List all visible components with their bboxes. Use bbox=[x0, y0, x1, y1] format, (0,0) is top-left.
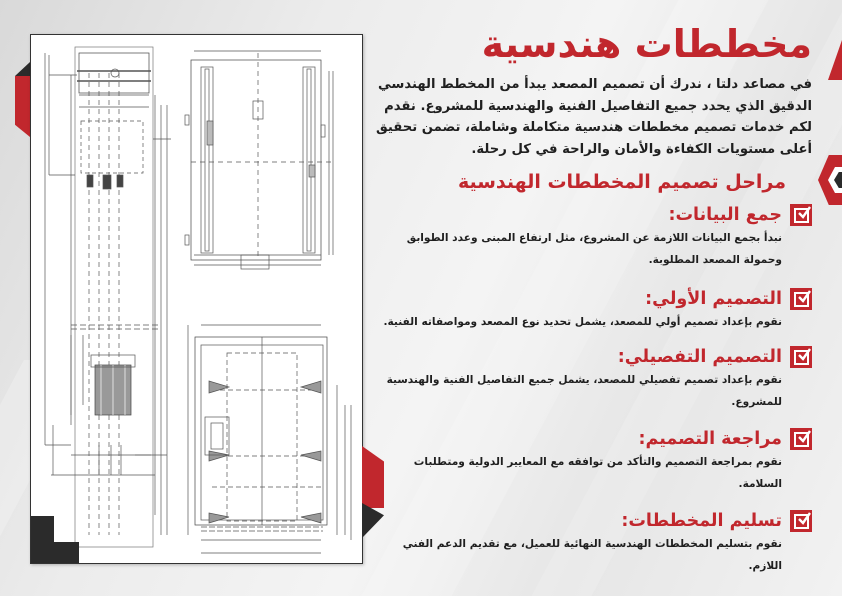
step-title: مراجعة التصميم: bbox=[638, 429, 782, 449]
phases-heading: مراحل تصميم المخططات الهندسية bbox=[457, 171, 786, 193]
step-data-collection bbox=[372, 203, 812, 271]
elevator-technical-drawing bbox=[30, 34, 363, 564]
checkbox-checked-icon bbox=[790, 346, 812, 368]
step-description: نقوم بإعداد تصميم أولي للمصعد، يشمل تحديد نوع المصعد ومواصفاته الفنية. bbox=[383, 316, 782, 328]
step-title: جمع البيانات: bbox=[668, 205, 782, 225]
content-panel bbox=[372, 20, 812, 577]
step-title: التصميم الأولي: bbox=[645, 289, 782, 309]
step-description: نقوم بإعداد تصميم تفصيلي للمصعد، يشمل جميع التفاصيل الفنية والهندسية للمشروع. bbox=[386, 374, 782, 408]
checkbox-checked-icon bbox=[790, 204, 812, 226]
step-description: نبدأ بجمع البيانات اللازمة عن المشروع، مثل ارتفاع المبنى وعدد الطوابق وحمولة المصعد المطلوبة. bbox=[406, 232, 782, 266]
decorative-red-corner bbox=[828, 40, 842, 80]
cad-drawing-lines bbox=[31, 35, 363, 564]
step-design-review bbox=[372, 427, 812, 495]
step-plans-delivery bbox=[372, 509, 812, 577]
checkbox-checked-icon bbox=[790, 510, 812, 532]
intro-paragraph: في مصاعد دلتا ، ندرك أن تصميم المصعد يبدأ من المخطط الهندسي الدقيق الذي يحدد جميع التفاصيل الفنية والهندسية للمشروع. نقدم لكم خدمات تصميم مخططات هندسية متكاملة وشاملة، تضمن تحقيق أعلى مستويات الكفاءة والأمان والراحة في كل رحلة. bbox=[375, 77, 812, 157]
step-preliminary-design bbox=[372, 287, 812, 333]
step-description: نقوم بتسليم المخططات الهندسية النهائية للعميل، مع تقديم الدعم الفني اللازم. bbox=[402, 538, 782, 572]
step-detailed-design bbox=[372, 345, 812, 413]
page-title: مخططات هندسية bbox=[481, 22, 812, 66]
decorative-red-block-left bbox=[15, 62, 30, 137]
step-description: نقوم بمراجعة التصميم والتأكد من توافقه مع المعايير الدولية ومتطلبات السلامة. bbox=[413, 456, 782, 490]
checkbox-checked-icon bbox=[790, 428, 812, 450]
step-title: التصميم التفصيلي: bbox=[617, 347, 782, 367]
decorative-chevron-icon bbox=[818, 155, 842, 205]
step-title: تسليم المخططات: bbox=[621, 511, 782, 531]
checkbox-checked-icon bbox=[790, 288, 812, 310]
